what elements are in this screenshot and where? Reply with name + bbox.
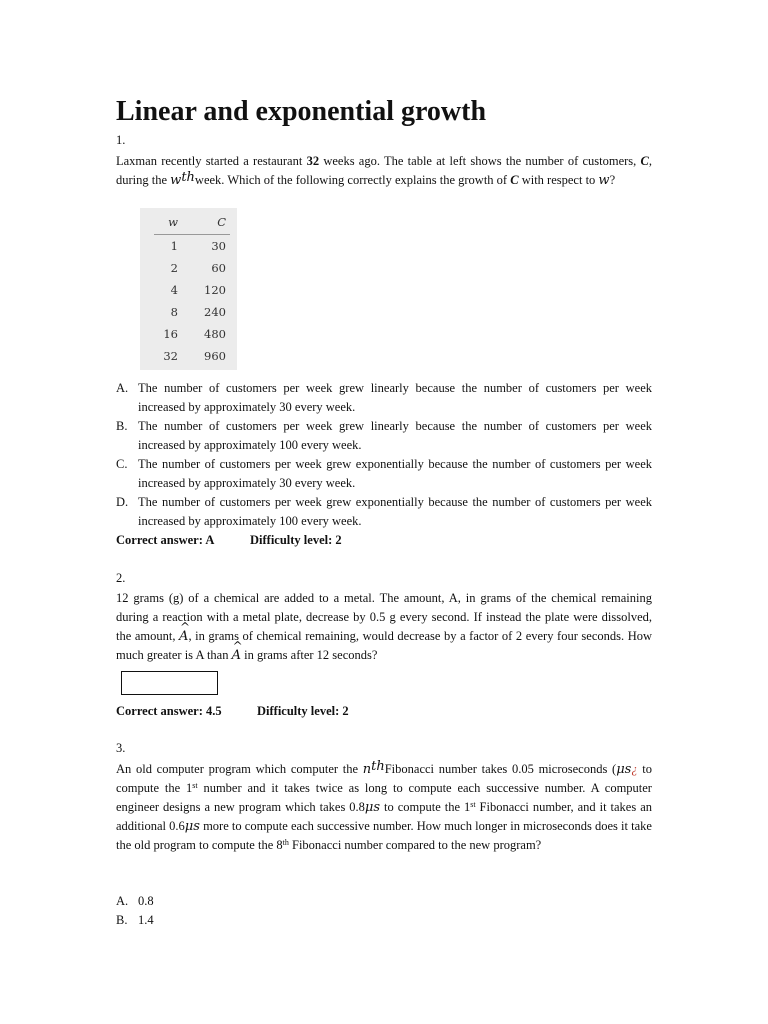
q3-text: An old computer program which computer the $n^{th}Fibonacci$ number takes 0.05 microseconds (μs¿ to compute the 1st number and it takes twice as long to compute each successive number. A computer engineer designs a new program which takes 0.8μs to compute the 1st Fibonacci number, and it takes an additional 0.6μs more to compute each successive number. How much longer in microseconds does it take the old program to compute the 8th Fibonacci number compared to the new program? [116, 759, 652, 852]
q1-number: 1. [116, 133, 126, 147]
q1-data-table [140, 208, 237, 370]
table-header-c: C [178, 212, 230, 235]
q3-number: 3. [116, 741, 126, 755]
q1-correct-answer: Correct answer: A [116, 533, 215, 547]
q2-correct-answer: Correct answer: 4.5 [116, 704, 222, 718]
q2-number: 2. [116, 571, 126, 585]
q3-options [116, 892, 652, 930]
q1-option-b[interactable]: B. The number of customers per week grew linearly because the number of customers per week increased by approximately 100 every week. [116, 419, 652, 452]
table-row: 4 120 [170, 283, 226, 297]
table-row: 1 30 [170, 239, 226, 253]
q2-difficulty: Difficulty level: 2 [257, 704, 349, 718]
q2-answer-input-box[interactable] [121, 671, 218, 695]
table-row: 2 60 [170, 261, 226, 275]
q1-option-c[interactable]: C. The number of customers per week grew exponentially because the number of customers per week increased by approximately 30 every week. [116, 457, 652, 490]
q3-option-b[interactable]: B. 1.4 [116, 913, 154, 927]
q3-option-a[interactable]: A. 0.8 [116, 894, 154, 908]
table-row: 16 480 [163, 327, 226, 341]
page-title: Linear and exponential growth [116, 96, 487, 127]
table-row: 32 960 [163, 349, 226, 363]
q1-option-d[interactable]: D. The number of customers per week grew exponentially because the number of customers per week increased by approximately 100 every week. [116, 495, 652, 528]
q2-answer-line [116, 704, 349, 719]
table-row: 8 240 [170, 305, 226, 319]
q1-answer-line [116, 533, 342, 548]
q2-text: 12 grams (g) of a chemical are added to a metal. The amount, A, in grams of the chemical remaining during a reaction with a metal plate, decrease by 0.5 g every second. If instead the plate were dissolved, the amount, ^ A, in grams of chemical remaining, would decrease by a factor of 2 every four seconds. How much greater is A than ^ A in grams after 12 seconds? [116, 589, 652, 665]
table-header-w: w [154, 212, 178, 235]
q1-text: Laxman recently started a restaurant 32 weeks ago. The table at left shows the number of customers, C, during the $w^{th}week$. Which of the following correctly explains the growth of C with respect to w? [116, 154, 652, 188]
q1-difficulty: Difficulty level: 2 [250, 533, 342, 547]
q1-option-a[interactable]: A. The number of customers per week grew linearly because the number of customers per week increased by approximately 30 every week. [116, 381, 652, 414]
q1-options [116, 379, 652, 531]
